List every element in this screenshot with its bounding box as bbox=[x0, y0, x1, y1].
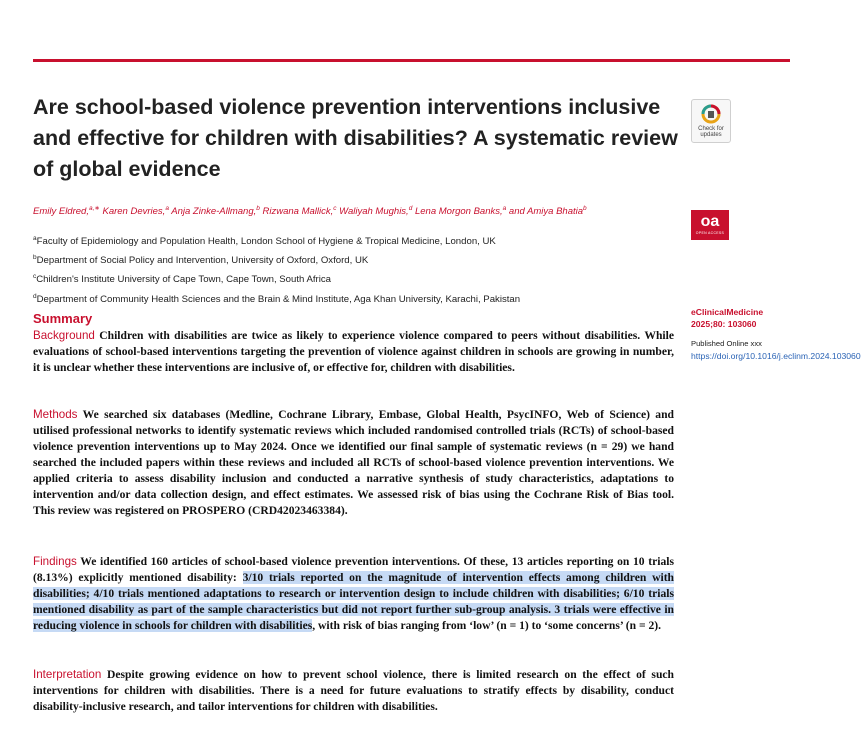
check-for-updates-badge[interactable] bbox=[691, 99, 731, 143]
affiliation: $^d$Department of Community Health Sciences and the Brain & Mind Institute, Aga Khan University, Karachi, Pakistan bbox=[33, 292, 521, 305]
findings-label: Findings bbox=[33, 555, 77, 568]
abstract-findings bbox=[33, 554, 674, 634]
abstract-methods bbox=[33, 407, 674, 519]
published-online: Published Online xxx bbox=[691, 339, 762, 348]
methods-label: Methods bbox=[33, 408, 78, 421]
author[interactable]: Waliyah Mughis,$^d$ bbox=[339, 205, 413, 218]
journal-name[interactable]: eClinicalMedicine bbox=[691, 307, 764, 317]
affiliation: $^b$Department of Social Policy and Intervention, University of Oxford, Oxford, UK bbox=[33, 254, 369, 267]
oa-logo-subtext: OPEN ACCESS bbox=[695, 231, 725, 235]
article-title: Are school-based violence prevention interventions inclusive and effective for children with disabilities? A systematic review of global evidence bbox=[33, 95, 678, 181]
author[interactable]: Karen Devries,$^a$ bbox=[102, 205, 169, 218]
check-updates-line1: Check for bbox=[698, 126, 724, 132]
affiliation: $^a$Faculty of Epidemiology and Population Health, London School of Hygiene & Tropical Medicine, London, UK bbox=[33, 235, 496, 248]
author[interactable]: Rizwana Mallick,$^c$ bbox=[262, 205, 337, 218]
interpretation-label: Interpretation bbox=[33, 668, 102, 681]
affiliations bbox=[33, 231, 673, 308]
interpretation-text: Despite growing evidence on how to prevent school violence, there is limited research on the effect of such interventions for children with disabilities. There is a need for future evaluations to stratify effects by disability, conduct disability-inclusive research, and tailor interventions for children with disabilities. bbox=[33, 668, 674, 713]
abstract-background bbox=[33, 328, 674, 376]
summary-heading: Summary bbox=[33, 311, 93, 326]
author-list bbox=[33, 202, 683, 219]
doi-link[interactable]: https://doi.org/10.1016/j.eclinm.2024.103060 bbox=[691, 351, 861, 361]
highlighted-selection[interactable]: 3/10 trials reported on the magnitude of intervention effects among children with disabilities; 4/10 trials mentioned adaptations to research or intervention design to include children with disabilities; 6/10 trials mentioned disability as part of the sample characteristics but did not report further sub-group analysis. 3 trials were effective in reducing violence in schools for children with disabilities bbox=[33, 571, 675, 632]
journal-volume: 2025;80: 103060 bbox=[691, 319, 757, 329]
methods-text: We searched six databases (Medline, Cochrane Library, Embase, Global Health, PsycINFO, Web of Science) and utilised professional networks to identify systematic reviews which included randomised controlled trials (RCTs) of school-based violence prevention interventions up to May 2024. Once we identified our final sample of systematic reviews (n = 29) we hand searched the included papers within these reviews and included all RCTs of school-based violence prevention interventions. We applied criteria to assess disability inclusion and conducted a narrative synthesis of study characteristics, adaptations to intervention and/or data collection design, and effect estimates. We assessed risk of bias using the Cochrane Risk of Bias tool. This review was registered on PROSPERO (CRD42023463384). bbox=[33, 408, 674, 517]
author[interactable]: Lena Morgon Banks,$^a$ bbox=[414, 205, 507, 218]
open-access-badge bbox=[691, 210, 729, 240]
author[interactable]: and Amiya Bhatia$^b$ bbox=[508, 205, 587, 218]
article-sidebar bbox=[691, 306, 861, 362]
background-label: Background bbox=[33, 329, 95, 342]
findings-text-before: We identified 160 articles of school-based violence prevention interventions. Of these, 13 articles reporting on 10 trials (8.13%) explicitly mentioned disability: bbox=[33, 555, 674, 584]
affiliation: $^c$Children's Institute University of Cape Town, Cape Town, South Africa bbox=[33, 273, 332, 286]
author[interactable]: Emily Eldred,$^{a,∗}$ bbox=[33, 205, 100, 218]
header-rule bbox=[33, 59, 790, 62]
check-updates-line2: updates bbox=[700, 132, 722, 138]
author[interactable]: Anja Zinke-Allmang,$^b$ bbox=[171, 205, 260, 218]
oa-logo-text: oa bbox=[700, 213, 720, 230]
findings-text-after: , with risk of bias ranging from ‘low’ (n = 1) to ‘some concerns’ (n = 2). bbox=[312, 619, 662, 632]
abstract-interpretation bbox=[33, 667, 674, 715]
check-updates-icon bbox=[701, 104, 721, 124]
background-text: Children with disabilities are twice as likely to experience violence compared to peers without disabilities. While evaluations of school-based interventions targeting the prevention of violence against children in schools are growing in number, it is unclear whether these interventions are inclusive of, or effective for, children with disabilities. bbox=[33, 329, 674, 374]
